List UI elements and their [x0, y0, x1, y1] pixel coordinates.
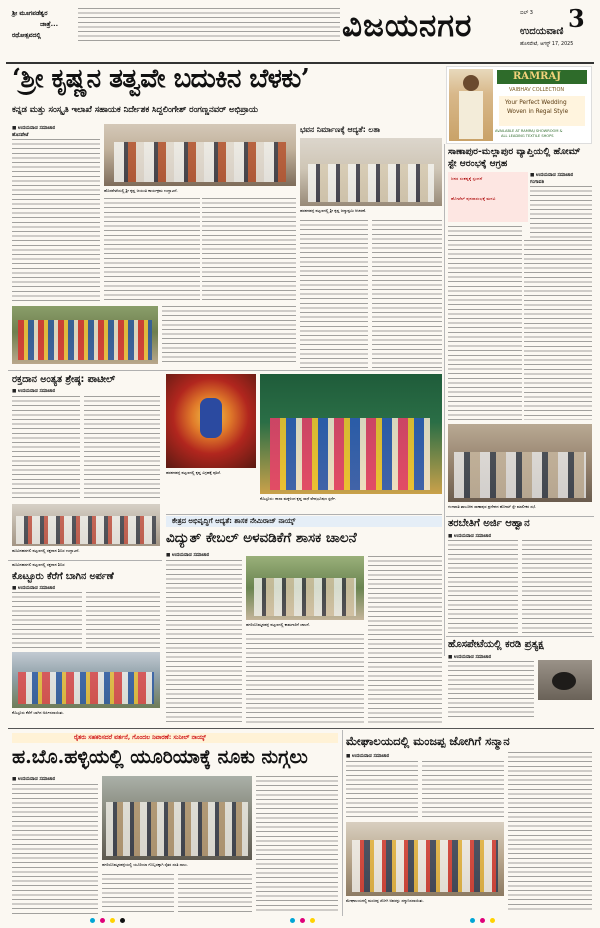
right-story-text-col-a [530, 186, 592, 238]
right-story-byline: ■ ಉದಯವಾಣಿ ಸಮಾಚಾರ [530, 173, 574, 178]
masthead-tag-3: ರಥೋತ್ಸವದಲ್ಲಿ [12, 32, 41, 39]
lead-deck: ಭವನ ನಿರ್ಮಾಣಕ್ಕೆ ಆದ್ಯತೆ: ಲತಾ [300, 125, 381, 134]
meghalaya-text-c [508, 752, 592, 912]
blood-donation-byline: ■ ಉದಯವಾಣಿ ಸಮಾಚಾರ [12, 389, 56, 394]
masthead-tag-1: ಶ್ರೀ ಮೂಗಪಡೆಶ್ವರ [12, 10, 48, 17]
urea-photo [102, 776, 252, 860]
location-date: ಹೊಸಪೇಟೆ, ಆಗಸ್ಟ್ 17, 2025 [520, 42, 574, 47]
cable-story-byline: ■ ಉದಯವಾಣಿ ಸಮಾಚಾರ [166, 553, 210, 558]
ad-tagline-1: Your Perfect Wedding [505, 100, 567, 106]
ad-tagline-2: Woven in Regal Style [507, 109, 569, 115]
meghalaya-photo [346, 822, 504, 896]
cable-story-text-a [166, 560, 242, 724]
cable-story-text-b [246, 634, 364, 724]
kids-costume-caption: ಕೊಟ್ಟೂರು: ಶಾಲಾ ಮಕ್ಕಳಿಂದ ಕೃಷ್ಣ ರಾಧೆ ವೇಷಭೂಷಣ ಸ್ಪರ್ಧೆ. [260, 496, 337, 501]
krishna-idol-photo [166, 374, 256, 468]
right-story-headline: ಸಾಣಾಪುರ-ಮಲ್ಲಾಪುರ ವ್ಯಾಪ್ತಿಯಲ್ಲಿ ಹೋಮ್ ಸ್ಟೇ ಆರಂಭಕ್ಕೆ ಆಗ್ರಹ [448, 146, 581, 169]
bear-byline: ■ ಉದಯವಾಣಿ ಸಮಾಚಾರ [448, 655, 492, 660]
right-bullet-2: ಹೋಟೆಲ್ ಪುನರಾರಂಭಕ್ಕೆ ಮನವಿ [451, 196, 496, 201]
urea-caption: ಹಗರಿಬೊಮ್ಮನಹಳ್ಳಿಯಲ್ಲಿ ಯೂರಿಯಾ ಗೊಬ್ಬರಕ್ಕಾಗಿ ರೈತರ ಸರತಿ ಸಾಲು. [102, 862, 188, 867]
kotturu-text-b [86, 592, 160, 648]
right-story-text-col-b [448, 226, 522, 420]
ramraj-ad[interactable] [446, 66, 592, 144]
right-story-photo [448, 424, 592, 502]
right-bullet-1: ಜನರ ಸಂಕಷ್ಟಕ್ಕೆ ಸ್ಪಂದನೆ [451, 176, 483, 181]
page-day: ಬಿಲ್ 3 [520, 10, 533, 16]
urea-headline: ಹ.ಬೊ.ಹಳ್ಳಿಯಲ್ಲಿ ಯೂರಿಯಾಕ್ಕೆ ನೂಕು ನುಗ್ಗಲು [12, 746, 308, 768]
lead-photo [104, 124, 296, 186]
right-story-text-col-c [524, 240, 592, 420]
masthead-tag-2: ಜಾತ್ರೆ... [40, 20, 59, 28]
blood-donation-headline: ರಕ್ತದಾನ ಅಂತ್ಯತ ಶ್ರೇಷ್ಠ: ಪಾಟೀಲ್ [12, 374, 116, 385]
urea-text-d [256, 776, 338, 914]
bear-headline: ಹೊಸಪೇಟೆಯಲ್ಲಿ ಕರಡಿ ಪ್ರತ್ಯಕ್ಷ [448, 639, 544, 650]
cable-story-text-c [368, 556, 442, 724]
cable-story-headline: ವಿದ್ಯುತ್ ಕೇಬಲ್ ಅಳವಡಿಕೆಗೆ ಶಾಸಕ ಚಾಲನೆ [166, 530, 357, 546]
cable-story-photo [246, 556, 364, 620]
training-text-a [448, 540, 518, 634]
lead-column-2-text [104, 198, 200, 302]
urea-text-a [12, 784, 98, 914]
masthead [8, 6, 592, 60]
ad-model-photo [449, 69, 493, 141]
bear-text [448, 661, 534, 721]
masthead-title: ವಿಜಯನಗರ [342, 8, 473, 44]
kotturu-byline: ■ ಉದಯವಾಣಿ ಸಮಾಚಾರ [12, 586, 56, 591]
training-text-b [522, 540, 592, 634]
blood-donation-text-b [84, 396, 160, 500]
lead-column-1-text [12, 139, 100, 301]
lead-column-4-text [300, 220, 368, 370]
lead-caption-2: ಹರಪನಹಳ್ಳಿ ಪಟ್ಟಣದಲ್ಲಿ ಶ್ರೀ ಕೃಷ್ಣ ಜನ್ಮಾಷ್ಟಮಿ ಆಚರಣೆ. [300, 208, 367, 213]
ad-collection: VAIBHAV COLLECTION [509, 87, 565, 93]
pull-quote: ಕೇತ್ರದ ಅಭಿವೃದ್ಧಿಗೆ ಆದ್ಯತೆ: ಶಾಸಕ ನೇಮಿರಾಜ್ ನಾಯ್ಕ್ [172, 517, 296, 525]
meghalaya-text-a [346, 761, 418, 819]
kotturu-headline: ಕೊಟ್ಟೂರು ಕೆರೆಗೆ ಬಾಗಿನ ಅರ್ಪಣೆ [12, 571, 114, 582]
ad-footer-1: AVAILABLE AT RAMRAJ SHOWROOM & [495, 129, 563, 133]
bear-photo [538, 660, 592, 700]
lead-headline: ‘ಶ್ರೀ ಕೃಷ್ಣನ ತತ್ವವೇ ಬದುಕಿನ ಬೆಳಕು’ [12, 64, 310, 94]
training-byline: ■ ಉದಯವಾಣಿ ಸಮಾಚಾರ [448, 534, 492, 539]
right-story-caption: ಗಂಗಾವತಿ ತಾಲೂಕಿನ ಸಾಣಾಪುರ ಪ್ರದೇಶದ ಹೋಮ್ ಸ್ಟೇ ಮಾಲೀಕರ ಸಭೆ. [448, 504, 537, 509]
ad-brand: RAMRAJ [513, 71, 561, 82]
lead-column-3-text [202, 198, 296, 302]
lead-place: ಹೊಸಪೇಟೆ [12, 133, 29, 138]
lead-photo-3 [12, 306, 158, 364]
meghalaya-text-b [422, 761, 504, 819]
blood-donation-text-a [12, 396, 80, 500]
lead-subheadline: ಕನ್ನಡ ಮತ್ತು ಸಂಸ್ಕೃತಿ ಇಲಾಖೆ ಸಹಾಯಕ ನಿರ್ದೇಶಕ ಸಿದ್ದಲಿಂಗೇಶ್ ರಂಗಣ್ಣನವರ್ ಅಭಿಪ್ರಾಯ [12, 104, 258, 114]
lead-photo-caption: ಹೊಸಪೇಟೆಯಲ್ಲಿ ಶ್ರೀ ಕೃಷ್ಣ ಜಯಂತಿ ಕಾರ್ಯಕ್ರಮ ಉದ್ಘಾಟನೆ. [104, 188, 178, 193]
ad-footer-2: ALL LEADING TEXTILE SHOPS [501, 134, 554, 138]
urea-kicker: ರೈತರು ಸಹಕರಿಸದರೆ ವರ್ತನೆ, ಗೊಂದಲ ನಿವಾರಣೆ: ಸುನೀಲ್ ನಾಯ್ಕ್ [74, 734, 206, 741]
paper-name: ಉದಯವಾಣಿ [520, 26, 564, 37]
kotturu-photo [12, 652, 160, 708]
ad-brand-bar [497, 70, 587, 84]
cable-story-caption: ಹಗರಿಬೊಮ್ಮನಹಳ್ಳಿ ಪಟ್ಟಣದಲ್ಲಿ ಕಾಮಗಾರಿಗೆ ಚಾಲನೆ. [246, 622, 310, 627]
lead-photo-2 [300, 138, 442, 206]
kotturu-caption: ಕೊಟ್ಟೂರು ಕೆರೆಗೆ ಬಾಗಿನ ಅರ್ಪಿಸಲಾಯಿತು. [12, 710, 64, 715]
urea-byline: ■ ಉದಯವಾಣಿ ಸಮಾಚಾರ [12, 777, 56, 782]
lead-byline: ■ ಉದಯವಾಣಿ ಸಮಾಚಾರ [12, 126, 56, 131]
lead-box-text [162, 306, 296, 364]
kids-costume-photo [260, 374, 442, 494]
blood-donation-caption: ಹೂವಿನಹಡಗಲಿ ಪಟ್ಟಣದಲ್ಲಿ ರಕ್ತದಾನ ಶಿಬಿರ ಉದ್ಘಾಟನೆ. [12, 548, 80, 553]
meghalaya-headline: ಮೇಘಾಲಯದಲ್ಲಿ ಮಂಜಪ್ಪ ಜೋಗಿಗೆ ಸನ್ಮಾನ [346, 734, 510, 748]
right-story-place: ಗಂಗಾವತಿ [530, 180, 545, 185]
print-registration-marks [0, 916, 600, 926]
page-number: 3 [568, 4, 585, 33]
page-number-box [520, 4, 592, 54]
training-headline: ತರಬೇತಿಗೆ ಅರ್ಜಿ ಆಹ್ವಾನ [448, 518, 530, 529]
kotturu-text-a [12, 592, 82, 648]
kotturu-kicker: ಹೂವಿನಹಡಗಲಿ ಪಟ್ಟಣದಲ್ಲಿ ರಕ್ತದಾನ ಶಿಬಿರ [12, 562, 65, 567]
urea-text-c [178, 874, 252, 914]
krishna-idol-caption: ಹರಪನಹಳ್ಳಿ ಪಟ್ಟಣದಲ್ಲಿ ಕೃಷ್ಣ ವಿಗ್ರಹಕ್ಕೆ ಪೂಜೆ. [166, 470, 221, 475]
urea-text-b [102, 874, 174, 914]
lead-column-5-text [372, 220, 442, 370]
blood-donation-photo [12, 504, 160, 546]
meghalaya-byline: ■ ಉದಯವಾಣಿ ಸಮಾಚಾರ [346, 754, 390, 759]
right-story-bullets [448, 172, 528, 222]
masthead-blurb [78, 8, 340, 42]
meghalaya-caption: ಮೇಘಾಲಯದಲ್ಲಿ ಮಂಜಪ್ಪ ಜೋಗಿ ಅವರನ್ನು ಸನ್ಮಾನಿಸಲಾಯಿತು. [346, 898, 424, 903]
